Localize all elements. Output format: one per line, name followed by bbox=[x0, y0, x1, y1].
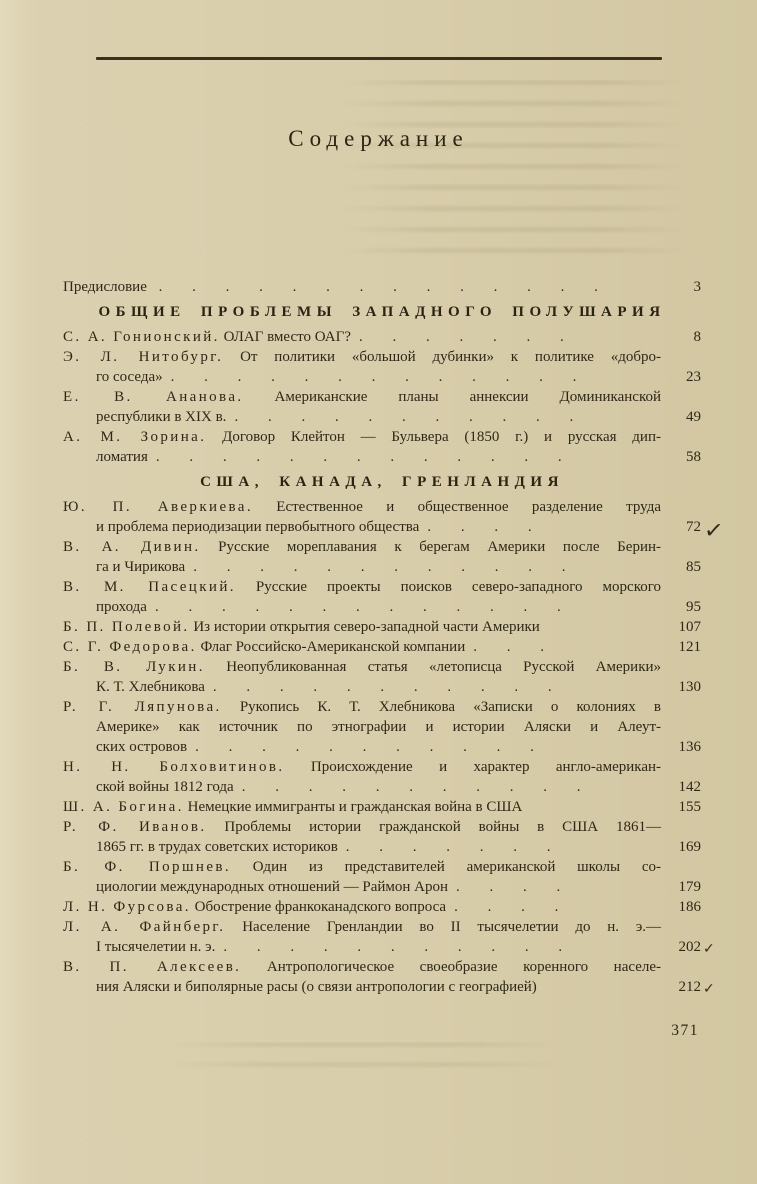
entry-author: Л. Н. Фурсова. bbox=[63, 899, 191, 915]
toc-entry bbox=[63, 637, 701, 657]
entry-title-line: прохода bbox=[96, 599, 147, 615]
entry-line bbox=[63, 897, 661, 917]
entry-line bbox=[63, 757, 661, 777]
page-number: 155 bbox=[678, 799, 701, 815]
entry-title-line: ния Аляски и биполярные расы (о связи антропологии с географией) bbox=[96, 979, 537, 995]
entry-line bbox=[63, 657, 661, 677]
toc-entry bbox=[63, 577, 701, 617]
leader-dots: . . . . . . . . . . . . bbox=[193, 559, 566, 575]
entry-title-line: 1865 гг. в трудах советских историков bbox=[96, 839, 338, 855]
section-heading: ОБЩИЕ ПРОБЛЕМЫ ЗАПАДНОГО ПОЛУШАРИЯ bbox=[98, 304, 666, 320]
entry-title-line: Немецкие иммигранты и гражданская война в США bbox=[187, 799, 523, 815]
preface-label: Предисловие bbox=[63, 279, 147, 295]
toc-entry bbox=[63, 327, 701, 347]
entry-author: Р. Г. Ляпунова. bbox=[63, 699, 222, 715]
table-of-contents bbox=[63, 277, 725, 997]
entry-line bbox=[63, 717, 661, 737]
page-number: 49 bbox=[686, 409, 701, 425]
entry-line bbox=[63, 387, 661, 407]
entry-author: В. А. Дивин. bbox=[63, 539, 201, 555]
toc-entry bbox=[63, 697, 701, 757]
section-heading: США, КАНАДА, ГРЕНЛАНДИЯ bbox=[200, 474, 564, 490]
entry-text bbox=[63, 617, 661, 637]
entry-line bbox=[63, 427, 661, 447]
entry-title-line: Договор Клейтон — Бульвера (1850 г.) и русская дип- bbox=[222, 429, 661, 445]
page-number-cell bbox=[661, 637, 701, 657]
folio-page-number: 371 bbox=[671, 1022, 699, 1039]
entry-text bbox=[63, 817, 661, 857]
entry-text bbox=[63, 657, 661, 697]
leader-dots: . . . bbox=[473, 639, 544, 655]
toc-entry bbox=[63, 347, 701, 387]
leader-dots: . . . . bbox=[456, 879, 561, 895]
entry-line bbox=[63, 447, 661, 467]
page-number-cell bbox=[661, 797, 701, 817]
entry-title-line: га и Чирикова bbox=[96, 559, 186, 575]
page-number: 95 bbox=[686, 599, 701, 615]
entry-line bbox=[63, 937, 661, 957]
entry-line bbox=[63, 537, 661, 557]
entry-line bbox=[63, 347, 661, 367]
entry-text bbox=[63, 697, 661, 757]
entry-title-line: ских островов bbox=[96, 739, 188, 755]
leader-dots: . . . . . . . . . . . . . . bbox=[158, 279, 598, 295]
leader-dots: . . . . . . . . . . . . . bbox=[170, 369, 577, 385]
page-title: Содержание bbox=[288, 126, 469, 151]
top-rule bbox=[96, 57, 662, 60]
entry-author: Б. Ф. Поршнев. bbox=[63, 859, 232, 875]
entry-line bbox=[63, 697, 661, 717]
entry-author: С. А. Гонионский. bbox=[63, 329, 220, 345]
page-number-cell bbox=[661, 447, 701, 467]
toc-entry-preface bbox=[63, 277, 701, 297]
page-number-cell bbox=[661, 597, 701, 617]
page-number: 169 bbox=[678, 839, 701, 855]
entry-author: В. М. Пасецкий. bbox=[63, 579, 236, 595]
entry-text bbox=[63, 757, 661, 797]
entry-line bbox=[63, 777, 661, 797]
entry-line bbox=[63, 597, 661, 617]
entry-text bbox=[63, 277, 661, 297]
entry-text bbox=[63, 347, 661, 387]
showthrough-artifact-top bbox=[340, 80, 690, 265]
page-number-cell bbox=[661, 367, 701, 387]
page-number: 85 bbox=[686, 559, 701, 575]
entry-title-line: Обострение франкоканадского вопроса bbox=[194, 899, 447, 915]
entry-title-line: К. Т. Хлебникова bbox=[96, 679, 205, 695]
toc-entry bbox=[63, 537, 701, 577]
entry-text bbox=[63, 537, 661, 577]
entry-author: Ш. А. Богина. bbox=[63, 799, 184, 815]
entry-line bbox=[63, 277, 661, 297]
entry-title-line: Происхождение и характер англо-американ- bbox=[310, 759, 661, 775]
page-number-cell bbox=[661, 617, 701, 637]
page-number: 130 bbox=[678, 679, 701, 695]
page-number-cell bbox=[661, 837, 701, 857]
entry-text bbox=[63, 897, 661, 917]
entry-line bbox=[63, 737, 661, 757]
entry-text bbox=[63, 857, 661, 897]
entry-line bbox=[63, 497, 661, 517]
page-number-cell bbox=[661, 327, 701, 347]
leader-dots: . . . . . . . . . . . . . bbox=[154, 599, 561, 615]
entry-title-line: Из истории открытия северо-западной части Америки bbox=[193, 619, 540, 635]
entry-title-line: ОЛАГ вместо ОАГ? bbox=[223, 329, 351, 345]
page-number: 121 bbox=[678, 639, 701, 655]
entry-title-line: Естественное и общественное разделение труда bbox=[276, 499, 661, 515]
entry-author: Р. Ф. Иванов. bbox=[63, 819, 207, 835]
entry-title-line: Русские проекты поисков северо-западного морского bbox=[255, 579, 661, 595]
entry-title-line: Проблемы истории гражданской войны в США 1861— bbox=[224, 819, 661, 835]
entry-text bbox=[63, 427, 661, 467]
toc-entry bbox=[63, 857, 701, 897]
entry-title-line: циологии международных отношений — Раймон Арон bbox=[96, 879, 449, 895]
page-number: 212 bbox=[678, 979, 701, 995]
entry-text bbox=[63, 577, 661, 617]
entry-title-line: ломатия bbox=[96, 449, 148, 465]
entry-line bbox=[63, 837, 661, 857]
entry-line bbox=[63, 617, 661, 637]
entry-text bbox=[63, 327, 661, 347]
entry-title-line: го соседа» bbox=[96, 369, 163, 385]
sections-root bbox=[63, 302, 725, 997]
entry-line bbox=[63, 957, 661, 977]
entry-title-line: Американские планы аннексии Доминиканской bbox=[274, 389, 662, 405]
page-number: 58 bbox=[686, 449, 701, 465]
page-number: 3 bbox=[693, 279, 701, 295]
page-number: 136 bbox=[678, 739, 701, 755]
toc-entry bbox=[63, 497, 725, 545]
entry-line bbox=[63, 557, 661, 577]
entry-author: Б. П. Полевой. bbox=[63, 619, 190, 635]
checkmark-icon: ✓ bbox=[702, 517, 725, 545]
page-number: 8 bbox=[693, 329, 701, 345]
entry-title-line: республики в XIX в. bbox=[96, 409, 227, 425]
entry-line bbox=[63, 367, 661, 387]
page-number-cell bbox=[661, 897, 701, 917]
entry-author: Н. Н. Болховитинов. bbox=[63, 759, 285, 775]
entry-line bbox=[63, 407, 661, 427]
entry-line bbox=[63, 327, 661, 347]
entry-author: С. Г. Федорова. bbox=[63, 639, 197, 655]
toc-entry bbox=[63, 917, 715, 957]
page-number-cell bbox=[661, 977, 715, 997]
entry-author: В. П. Алексеев. bbox=[63, 959, 242, 975]
showthrough-artifact-bottom bbox=[165, 1042, 565, 1068]
entry-title-line: Антропологическое своеобразие коренного населе- bbox=[266, 959, 661, 975]
page-number-cell bbox=[661, 777, 701, 797]
entry-text bbox=[63, 387, 661, 427]
entry-line bbox=[63, 917, 661, 937]
page-number-cell bbox=[661, 937, 715, 957]
entry-title-line: ской войны 1812 года bbox=[96, 779, 234, 795]
checkmark-icon: ✓ bbox=[703, 941, 715, 957]
page-number: 72 bbox=[686, 519, 701, 535]
leader-dots: . . . . bbox=[454, 899, 559, 915]
entry-line bbox=[63, 817, 661, 837]
leader-dots: . . . . . . . . . . . bbox=[195, 739, 534, 755]
page-number-cell bbox=[661, 557, 701, 577]
entry-text bbox=[63, 917, 661, 957]
leader-dots: . . . . . . . . . . . bbox=[234, 409, 574, 425]
entry-title-line: Неопубликованная статья «летописца Русской Америки» bbox=[226, 659, 662, 675]
toc-entry bbox=[63, 897, 701, 917]
page-number-cell bbox=[661, 517, 725, 545]
entry-text bbox=[63, 637, 661, 657]
entry-line bbox=[63, 977, 661, 997]
page-number: 142 bbox=[678, 779, 701, 795]
page-number-cell bbox=[661, 677, 701, 697]
page-number-cell bbox=[661, 407, 701, 427]
page-number: 23 bbox=[686, 369, 701, 385]
page-number-cell bbox=[661, 737, 701, 757]
entry-title-line: Америке» как источник по этнографии и истории Аляски и Алеут- bbox=[96, 719, 661, 735]
toc-entry bbox=[63, 427, 701, 467]
page-number-cell bbox=[661, 277, 701, 297]
entry-text bbox=[63, 497, 661, 537]
checkmark-icon: ✓ bbox=[703, 981, 715, 997]
page-number: 179 bbox=[678, 879, 701, 895]
leader-dots: . . . . . . . bbox=[358, 329, 564, 345]
entry-line bbox=[63, 677, 661, 697]
entry-author: Е. В. Ананова. bbox=[63, 389, 244, 405]
page-number: 107 bbox=[678, 619, 701, 635]
entry-author: Л. А. Файнберг. bbox=[63, 919, 226, 935]
entry-line bbox=[63, 877, 661, 897]
entry-line bbox=[63, 797, 661, 817]
toc-entry bbox=[63, 757, 701, 797]
leader-dots: . . . . . . . . . . . . . bbox=[155, 449, 562, 465]
entry-title-line: Флаг Российско-Американской компании bbox=[200, 639, 466, 655]
entry-line bbox=[63, 517, 661, 537]
entry-line bbox=[63, 857, 661, 877]
entry-title-line: Русские мореплавания к берегам Америки после Берин- bbox=[218, 539, 661, 555]
leader-dots: . . . . bbox=[427, 519, 532, 535]
toc-entry bbox=[63, 657, 701, 697]
entry-title-line: Один из представителей американской школы со- bbox=[252, 859, 661, 875]
toc-entry bbox=[63, 387, 701, 427]
leader-dots: . . . . . . . bbox=[345, 839, 551, 855]
entry-title-line: I тысячелетии н. э. bbox=[96, 939, 216, 955]
toc-entry bbox=[63, 617, 701, 637]
page-number: 186 bbox=[678, 899, 701, 915]
entry-title-line: и проблема периодизации первобытного общества bbox=[96, 519, 420, 535]
entry-author: Б. В. Лукин. bbox=[63, 659, 205, 675]
entry-text bbox=[63, 797, 661, 817]
entry-author: Ю. П. Аверкиева. bbox=[63, 499, 253, 515]
entry-line bbox=[63, 577, 661, 597]
entry-title-line: Рукопись К. Т. Хлебникова «Записки о колониях в bbox=[239, 699, 662, 715]
entry-text bbox=[63, 957, 661, 997]
entry-author: А. М. Зорина. bbox=[63, 429, 207, 445]
toc-entry bbox=[63, 957, 715, 997]
entry-title-line: Население Гренландии во II тысячелетии до н. э.— bbox=[242, 919, 662, 935]
toc-entry bbox=[63, 797, 701, 817]
leader-dots: . . . . . . . . . . . bbox=[223, 939, 563, 955]
entry-title-line: От политики «большой дубинки» к политике «добро- bbox=[240, 349, 662, 365]
leader-dots: . . . . . . . . . . . bbox=[241, 779, 581, 795]
page-number-cell bbox=[661, 877, 701, 897]
entry-line bbox=[63, 637, 661, 657]
page-number: 202 bbox=[678, 939, 701, 955]
toc-entry bbox=[63, 817, 701, 857]
entry-author: Э. Л. Нитобург. bbox=[63, 349, 224, 365]
leader-dots: . . . . . . . . . . . bbox=[212, 679, 552, 695]
